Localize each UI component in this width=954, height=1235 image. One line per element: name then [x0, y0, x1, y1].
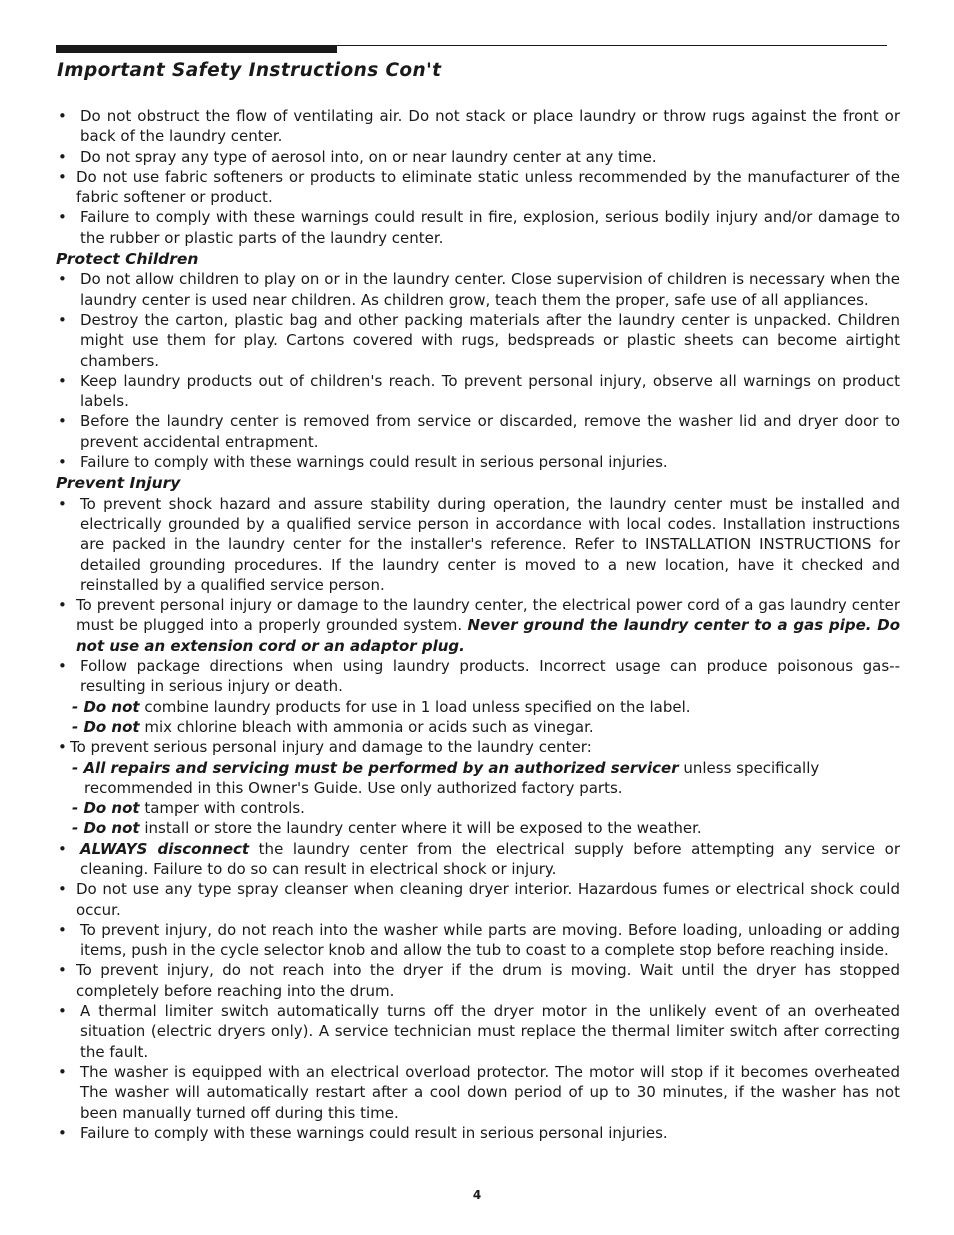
sub-item	[56, 758, 900, 778]
sub-item-text: tamper with controls.	[139, 799, 305, 818]
list-item: • To prevent injury, do not reach into the dryer if the drum is moving. Wait until the dryer has stopped completely before reaching into the drum.	[56, 960, 900, 1001]
list-item	[56, 839, 900, 880]
page-number: 4	[472, 1188, 482, 1202]
list-item-text: the laundry center from the electrical supply before attempting any service or cleaning. Failure to do so can result in electrical shock or injury.	[80, 839, 900, 878]
sub-item-text: combine laundry products for use in 1 load unless specified on the label.	[139, 697, 691, 716]
list-item: • Keep laundry products out of children's reach. To prevent personal injury, observe all warnings on product labels.	[56, 371, 900, 412]
header-rule-thin	[337, 45, 887, 46]
sub-item-text: mix chlorine bleach with ammonia or acids such as vinegar.	[139, 717, 594, 736]
list-item	[56, 595, 900, 656]
sub-item	[56, 697, 900, 717]
sub-item-continuation: recommended in this Owner's Guide. Use only authorized factory parts.	[84, 778, 623, 797]
page-title: Important Safety Instructions Con't	[57, 60, 442, 81]
list-item: • Destroy the carton, plastic bag and other packing materials after the laundry center is unpacked. Children might use them for play. Cartons covered with rugs, bedspreads or plastic sheets can become airtight chambers.	[56, 310, 900, 371]
sub-item-emphasis: - Do not	[72, 697, 140, 716]
list-item: • Failure to comply with these warnings could result in fire, explosion, serious bodily injury and/or damage to the rubber or plastic parts of the laundry center.	[56, 207, 900, 248]
warning-emphasis: Never ground the laundry center to a gas pipe. Do not use an extension cord or an adaptor plug.	[76, 616, 900, 655]
list-item: • A thermal limiter switch automatically turns off the dryer motor in the unlikely event of an overheated situation (electric dryers only). A service technician must replace the thermal limiter switch after correcting the fault.	[56, 1001, 900, 1062]
header-rule-thick	[56, 45, 337, 53]
section-heading-protect-children: Protect Children	[56, 250, 199, 269]
list-item: • Do not allow children to play on or in the laundry center. Close supervision of children is necessary when the laundry center is used near children. As children grow, teach them the proper, safe use of all appliances.	[56, 269, 900, 310]
warning-emphasis: ALWAYS disconnect	[80, 839, 250, 858]
list-item: • Failure to comply with these warnings could result in serious personal injuries.	[56, 1123, 900, 1143]
list-item: • To prevent shock hazard and assure stability during operation, the laundry center must be installed and electrically grounded by a qualified service person in accordance with local codes. Installation instructions are packed in the laundry center for the installer's reference. Refer to INSTALLATION INSTRUCTIONS for detailed grounding procedures. If the laundry center is moved to a new location, have it checked and reinstalled by a qualified service person.	[56, 494, 900, 595]
list-item: • Do not use any type spray cleanser when cleaning dryer interior. Hazardous fumes or electrical shock could occur.	[56, 879, 900, 920]
sub-item-text: install or store the laundry center where it will be exposed to the weather.	[139, 819, 702, 838]
sub-item	[56, 798, 900, 818]
list-item: • Failure to comply with these warnings could result in serious personal injuries.	[56, 452, 900, 472]
sub-item-emphasis: - Do not	[72, 819, 140, 838]
instructions-body	[56, 106, 900, 1143]
list-item: • To prevent injury, do not reach into the washer while parts are moving. Before loading, unloading or adding items, push in the cycle selector knob and allow the tub to coast to a complete stop before reaching inside.	[56, 920, 900, 961]
list-item: • To prevent serious personal injury and damage to the laundry center:	[56, 737, 900, 757]
list-item: • Do not obstruct the flow of ventilating air. Do not stack or place laundry or throw rugs against the front or back of the laundry center.	[56, 106, 900, 147]
list-item-text: To prevent personal injury or damage to the laundry center, the electrical power cord of a gas laundry center must be plugged into a properly grounded system.	[76, 596, 900, 635]
list-item: • Before the laundry center is removed from service or discarded, remove the washer lid and dryer door to prevent accidental entrapment.	[56, 411, 900, 452]
list-item: • Follow package directions when using laundry products. Incorrect usage can produce poisonous gas--resulting in serious injury or death.	[56, 656, 900, 697]
sub-item	[56, 818, 900, 838]
sub-item	[56, 717, 900, 737]
sub-item-text: unless specifically	[678, 758, 820, 777]
list-item: • Do not use fabric softeners or products to eliminate static unless recommended by the manufacturer of the fabric softener or product.	[56, 167, 900, 208]
sub-item-emphasis: - All repairs and servicing must be performed by an authorized servicer	[72, 758, 679, 777]
sub-item-emphasis: - Do not	[72, 717, 140, 736]
list-item: • Do not spray any type of aerosol into, on or near laundry center at any time.	[56, 147, 900, 167]
sub-item-emphasis: - Do not	[72, 799, 140, 818]
section-heading-prevent-injury: Prevent Injury	[56, 474, 181, 493]
list-item: • The washer is equipped with an electrical overload protector. The motor will stop if it becomes overheated The washer will automatically restart after a cool down period of up to 30 minutes, if the washer has not been manually turned off during this time.	[56, 1062, 900, 1123]
